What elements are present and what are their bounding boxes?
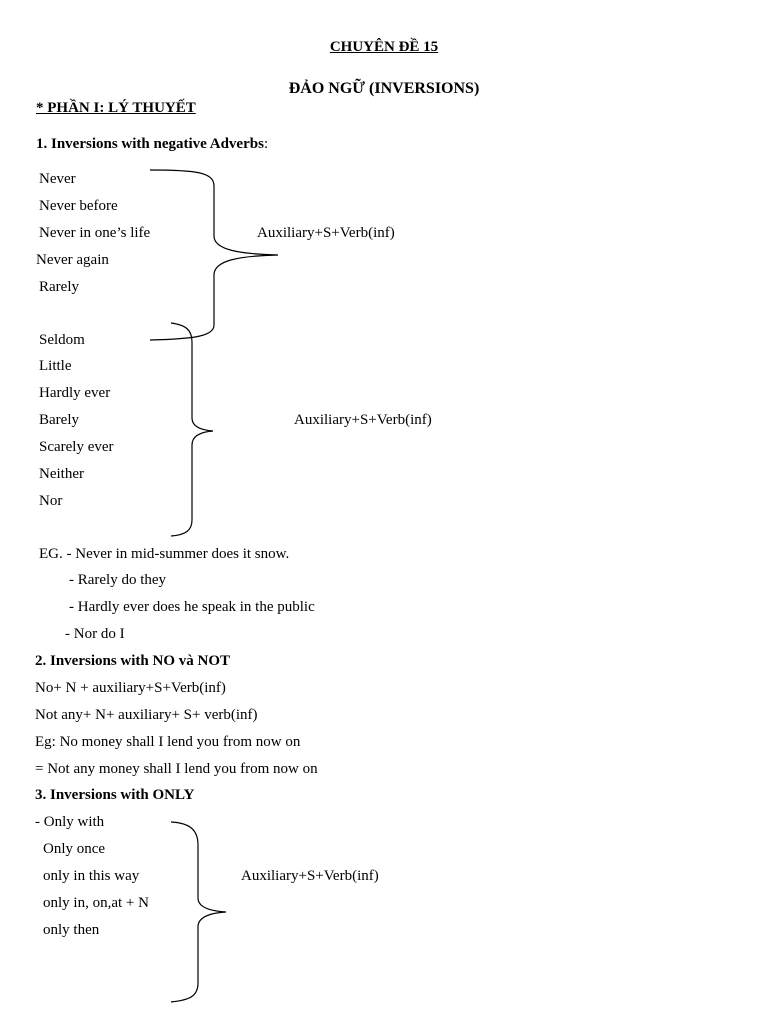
- only-item: only in, on,at + N: [43, 895, 149, 911]
- brace-group1: [150, 170, 278, 340]
- brace-group2: [171, 323, 213, 536]
- rule-line: Not any+ N+ auxiliary+ S+ verb(inf): [35, 707, 258, 723]
- example-line: = Not any money shall I lend you from now on: [35, 761, 318, 777]
- part-heading: * PHẦN I: LÝ THUYẾT: [36, 100, 196, 116]
- example-line: - Nor do I: [65, 626, 125, 642]
- rule-line: No+ N + auxiliary+S+Verb(inf): [35, 680, 226, 696]
- section3-heading: 3. Inversions with ONLY: [35, 787, 195, 803]
- brace-group3: [171, 822, 226, 1002]
- document-title: CHUYÊN ĐỀ 15: [329, 39, 439, 55]
- formula-label: Auxiliary+S+Verb(inf): [294, 412, 432, 428]
- adverb-item: Never before: [39, 198, 118, 214]
- adverb-item: Rarely: [39, 279, 79, 295]
- formula-label: Auxiliary+S+Verb(inf): [257, 225, 395, 241]
- example-line: - Hardly ever does he speak in the public: [69, 599, 315, 615]
- section1-heading-colon: :: [263, 136, 269, 152]
- adverb-item: Neither: [39, 466, 84, 482]
- section2-heading: 2. Inversions with NO và NOT: [35, 653, 231, 669]
- adverb-item: Little: [39, 358, 72, 374]
- adverb-item: Never: [39, 171, 76, 187]
- example-line: EG. - Never in mid-summer does it snow.: [39, 546, 290, 562]
- adverb-item: Scarely ever: [39, 439, 114, 455]
- only-item: - Only with: [35, 814, 105, 830]
- adverb-item: Never again: [36, 252, 109, 268]
- example-line: - Rarely do they: [69, 572, 167, 588]
- adverb-item: Hardly ever: [39, 385, 111, 401]
- adverb-item: Never in one’s life: [39, 225, 151, 241]
- example-line: Eg: No money shall I lend you from now on: [35, 734, 301, 750]
- only-item: Only once: [43, 841, 106, 857]
- adverb-item: Barely: [39, 412, 79, 428]
- formula-label: Auxiliary+S+Verb(inf): [241, 868, 379, 884]
- section1-heading-bold: 1. Inversions with negative Adverbs: [36, 136, 264, 152]
- only-item: only in this way: [43, 868, 140, 884]
- adverb-item: Seldom: [39, 332, 85, 348]
- only-item: only then: [43, 922, 100, 938]
- adverb-item: Nor: [39, 493, 63, 509]
- document-subtitle: ĐẢO NGỮ (INVERSIONS): [288, 80, 480, 97]
